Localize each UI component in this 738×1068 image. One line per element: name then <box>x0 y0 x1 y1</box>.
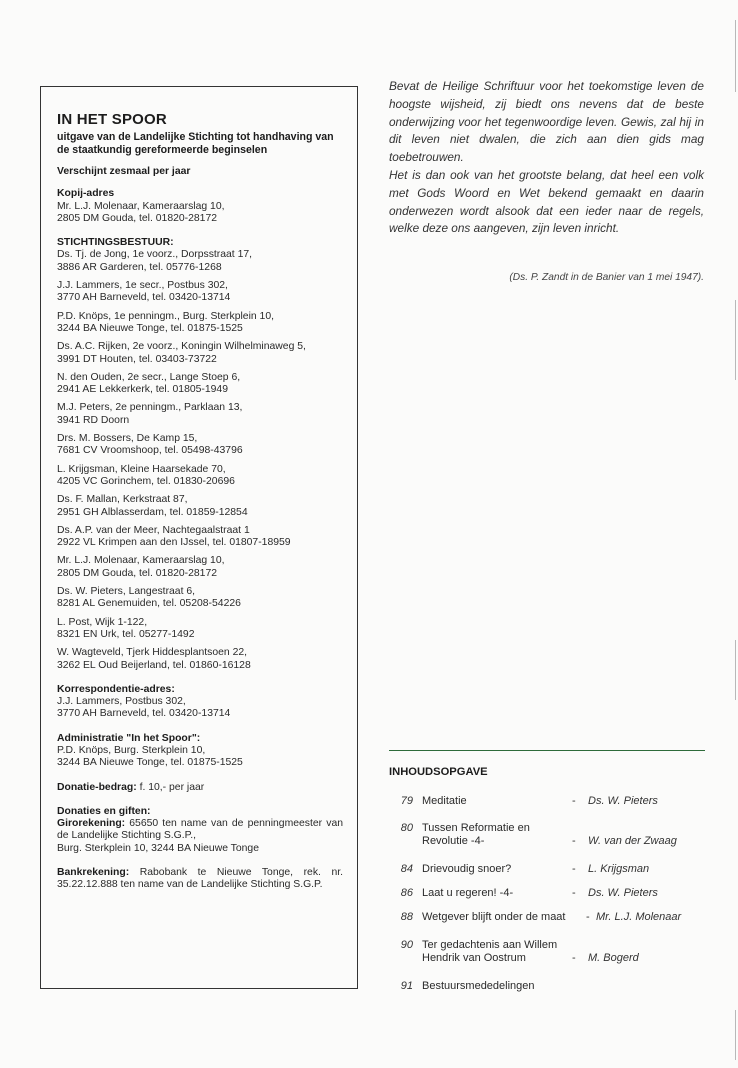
donation-label: Donatie-bedrag: <box>57 781 137 793</box>
toc-entry <box>389 795 705 822</box>
toc-separator: - <box>586 911 590 923</box>
board-member <box>57 280 343 305</box>
member-name-line: Ds. Tj. de Jong, 1e voorz., Dorpsstraat 17, <box>57 249 253 261</box>
toc-separator <box>572 980 588 1000</box>
giro-address: Burg. Sterkplein 10, 3244 BA Nieuwe Tonge <box>57 842 259 854</box>
member-name-line: L. Post, Wijk 1-122, <box>57 616 148 628</box>
bank-section <box>57 867 343 892</box>
member-address-line: 7681 CV Vroomshoop, tel. 05498-43796 <box>57 445 243 457</box>
toc-author: Ds. W. Pieters <box>588 887 658 899</box>
toc-author: W. van der Zwaag <box>588 835 677 847</box>
toc-article-title: Wetgever blijft onder de maat <box>422 911 566 923</box>
toc-page-number: 84 <box>400 863 413 875</box>
correspondence-line: J.J. Lammers, Postbus 302, <box>57 696 186 708</box>
correspondence-line: 3770 AH Barneveld, tel. 03420-13714 <box>57 708 231 720</box>
member-address-line: 2951 GH Alblasserdam, tel. 01859-12854 <box>57 506 248 518</box>
board-member <box>57 494 343 519</box>
board-member <box>57 525 343 550</box>
member-name-line: N. den Ouden, 2e secr., Lange Stoep 6, <box>57 371 241 383</box>
toc-article-title: Laat u regeren! -4- <box>422 887 514 899</box>
publication-frequency: Verschijnt zesmaal per jaar <box>57 166 191 177</box>
quote-paragraph: Bevat de Heilige Schriftuur voor het toekomstige leven de hoogste wijsheid, zij biedt ons nevens dat de beste onderwijzing voor het tegenwoordige leven. Gewis, zal hij in dit leven niet dwalen, die zich aan dien gids mag toebetrouwen. <box>389 79 704 165</box>
toc-article-title: Ter gedachtenis aan Willem Hendrik van Oostrum <box>422 939 558 964</box>
administration-line: 3244 BA Nieuwe Tonge, tel. 01875-1525 <box>57 757 243 769</box>
scan-edge-line-bottom <box>735 1010 736 1060</box>
member-name-line: P.D. Knöps, 1e penningm., Burg. Sterkplein 10, <box>57 310 274 322</box>
gifts-heading: Donaties en giften: <box>57 805 151 817</box>
member-address-line: 2922 VL Krimpen aan den IJssel, tel. 01807-18959 <box>57 537 291 549</box>
kopij-address-line: Mr. L.J. Molenaar, Kameraarslag 10, <box>57 200 225 212</box>
scan-edge-line-mid <box>735 300 736 380</box>
quote-paragraph: Het is dan ook van het grootste belang, dat heel een volk met Gods Woord en Wet bekend gemaakt en daarin onderwezen wordt alsook dat een ieder naar de regels, welke deze ons aangeven, zijn leven inricht. <box>389 167 704 236</box>
member-address-line: 2805 DM Gouda, tel. 01820-28172 <box>57 567 218 579</box>
toc-title: INHOUDSOPGAVE <box>389 766 488 778</box>
member-name-line: Mr. L.J. Molenaar, Kameraarslag 10, <box>57 555 225 567</box>
member-address-line: 2941 AE Lekkerkerk, tel. 01805-1949 <box>57 384 228 396</box>
toc-separator: - <box>572 887 576 899</box>
table-of-contents <box>389 795 705 1000</box>
member-address-line: 8281 AL Genemuiden, tel. 05208-54226 <box>57 598 241 610</box>
magazine-title: IN HET SPOOR <box>57 111 167 128</box>
donation-value: f. 10,- per jaar <box>139 781 205 793</box>
member-name-line: Drs. M. Bossers, De Kamp 15, <box>57 433 198 445</box>
donation-section <box>57 782 343 794</box>
member-address-line: 3941 RD Doorn <box>57 414 130 426</box>
board-member <box>57 249 343 274</box>
board-member <box>57 464 343 489</box>
quote-citation: (Ds. P. Zandt in de Banier van 1 mei 1947). <box>509 272 704 283</box>
toc-page-number: 86 <box>400 887 413 899</box>
gifts-section <box>57 806 343 855</box>
board-member <box>57 647 343 672</box>
toc-entry <box>389 822 705 863</box>
member-name-line: Ds. A.C. Rijken, 2e voorz., Koningin Wilhelminaweg 5, <box>57 341 306 353</box>
toc-separator: - <box>572 863 576 875</box>
giro-paragraph <box>57 818 343 843</box>
toc-page-number: 79 <box>400 795 413 807</box>
giro-label: Girorekening: <box>57 818 126 830</box>
board-member <box>57 555 343 580</box>
kopij-address-line: 2805 DM Gouda, tel. 01820-28172 <box>57 212 218 224</box>
board-heading: STICHTINGSBESTUUR: <box>57 237 174 249</box>
board-member <box>57 402 343 427</box>
toc-article-title: Drievoudig snoer? <box>422 863 512 875</box>
bank-text: Rabobank te Nieuwe Tonge, rek. nr. 35.22.12.888 ten name van de Landelijke Stichting S.G.P. <box>57 867 343 891</box>
member-address-line: 3770 AH Barneveld, tel. 03420-13714 <box>57 292 231 304</box>
correspondence-section <box>57 684 343 721</box>
board-member <box>57 311 343 336</box>
member-address-line: 3991 DT Houten, tel. 03403-73722 <box>57 353 217 365</box>
toc-article-title: Meditatie <box>422 795 467 807</box>
toc-separator: - <box>572 795 576 807</box>
member-name-line: Ds. F. Mallan, Kerkstraat 87, <box>57 494 188 506</box>
toc-separator: - <box>572 835 576 847</box>
board-section <box>57 237 343 672</box>
toc-article-title: Bestuursmededelingen <box>422 980 535 992</box>
board-member <box>57 372 343 397</box>
toc-page-number: 90 <box>400 939 413 951</box>
correspondence-heading: Korrespondentie-adres: <box>57 683 175 695</box>
member-name-line: L. Krijgsman, Kleine Haarsekade 70, <box>57 463 226 475</box>
scan-edge-line-low <box>735 640 736 700</box>
toc-page-number: 91 <box>400 980 413 992</box>
toc-entry <box>389 939 705 980</box>
giro-text: 65650 ten name van de penningmeester van de Landelijke Stichting S.G.P., <box>57 818 343 842</box>
toc-author: L. Krijgsman <box>588 863 650 875</box>
administration-heading: Administratie "In het Spoor": <box>57 732 201 744</box>
member-name-line: W. Wagteveld, Tjerk Hiddesplantsoen 22, <box>57 647 248 659</box>
board-member <box>57 433 343 458</box>
administration-section <box>57 733 343 770</box>
member-address-line: 3886 AR Garderen, tel. 05776-1268 <box>57 261 222 273</box>
toc-entry <box>389 911 705 939</box>
member-address-line: 4205 VC Gorinchem, tel. 01830-20696 <box>57 475 235 487</box>
member-address-line: 3244 BA Nieuwe Tonge, tel. 01875-1525 <box>57 322 243 334</box>
toc-entry <box>389 980 705 1000</box>
board-member <box>57 617 343 642</box>
toc-entry <box>389 887 705 911</box>
toc-separator: - <box>572 952 576 964</box>
scan-edge-line-top <box>735 20 736 92</box>
toc-article-title: Tussen Reformatie en Revolutie -4- <box>422 822 530 847</box>
toc-page-number: 88 <box>400 911 413 923</box>
toc-page-number: 80 <box>400 822 413 834</box>
kopij-heading: Kopij-adres <box>57 188 115 200</box>
colophon-box <box>40 86 358 989</box>
member-address-line: 8321 EN Urk, tel. 05277-1492 <box>57 628 195 640</box>
member-address-line: 3262 EL Oud Beijerland, tel. 01860-16128 <box>57 659 251 671</box>
member-name-line: M.J. Peters, 2e penningm., Parklaan 13, <box>57 402 243 414</box>
toc-author: M. Bogerd <box>588 952 639 964</box>
toc-author: Ds. W. Pieters <box>588 795 658 807</box>
magazine-subtitle: uitgave van de Landelijke Stichting tot handhaving van de staatkundig gereformeerde beginselen <box>57 131 334 156</box>
member-name-line: Ds. A.P. van der Meer, Nachtegaalstraat 1 <box>57 524 250 536</box>
board-member <box>57 586 343 611</box>
administration-line: P.D. Knöps, Burg. Sterkplein 10, <box>57 744 206 756</box>
member-name-line: J.J. Lammers, 1e secr., Postbus 302, <box>57 280 228 292</box>
quote-block <box>389 78 704 238</box>
member-name-line: Ds. W. Pieters, Langestraat 6, <box>57 586 196 598</box>
toc-author: Mr. L.J. Molenaar <box>596 911 682 923</box>
bank-label: Bankrekening: <box>57 867 130 879</box>
board-member <box>57 341 343 366</box>
toc-entry <box>389 863 705 887</box>
toc-divider <box>389 750 705 751</box>
